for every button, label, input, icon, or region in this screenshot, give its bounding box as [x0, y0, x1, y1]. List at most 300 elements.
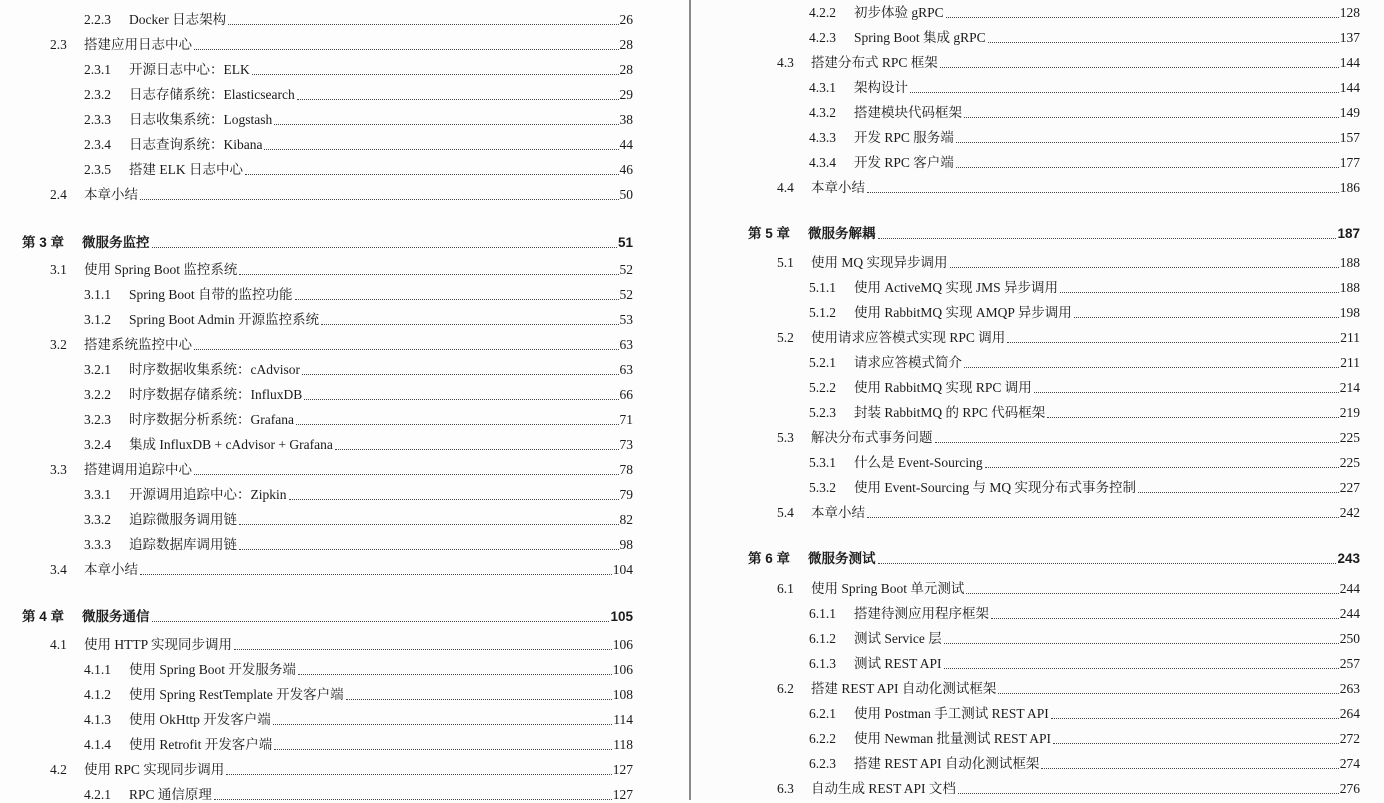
dot-leader — [1138, 491, 1339, 493]
toc-entry-page-number: 225 — [1339, 455, 1360, 470]
dot-leader — [946, 16, 1339, 18]
toc-entry-page-number: 118 — [613, 737, 633, 752]
toc-entry-page-number: 137 — [1339, 30, 1360, 45]
toc-entry-number: 5.3.1 — [809, 455, 836, 470]
dot-leader — [239, 523, 619, 525]
toc-entry-page-number: 243 — [1337, 551, 1360, 566]
toc-entry-page-number: 44 — [619, 137, 633, 152]
toc-entry-number: 3.3.1 — [84, 487, 111, 502]
toc-entry-title: 本章小结 — [811, 505, 865, 520]
toc-entry-number: 2.3 — [50, 37, 67, 52]
toc-entry-subsection — [809, 299, 1360, 321]
toc-entry-title: 使用 Spring RestTemplate 开发客户端 — [129, 687, 344, 702]
toc-entry-page-number: 53 — [619, 312, 633, 327]
dot-leader — [252, 73, 619, 75]
toc-entry-page-number: 26 — [619, 12, 633, 27]
toc-entry-page-number: 82 — [619, 512, 633, 527]
dot-leader — [1007, 341, 1339, 343]
toc-entry-title: 开发 RPC 服务端 — [854, 130, 954, 145]
toc-entry-title: 使用 RabbitMQ 实现 RPC 调用 — [854, 380, 1032, 395]
toc-entry-subsection — [809, 474, 1360, 496]
dot-leader — [998, 692, 1338, 694]
toc-entry-number: 3.2 — [50, 337, 67, 352]
toc-entry-page-number: 188 — [1339, 280, 1360, 295]
toc-entry-subsection — [809, 399, 1360, 421]
toc-entry-page-number: 219 — [1339, 405, 1360, 420]
toc-entry-title: RPC 通信原理 — [129, 787, 212, 802]
toc-entry-title: 封装 RabbitMQ 的 RPC 代码框架 — [854, 405, 1046, 420]
toc-entry-title: 解决分布式事务问题 — [811, 430, 933, 445]
toc-entry-number: 2.3.4 — [84, 137, 111, 152]
toc-entry-number: 6.1.2 — [809, 631, 836, 646]
toc-entry-page-number: 225 — [1339, 430, 1360, 445]
toc-entry-number: 第 6 章 — [748, 551, 791, 566]
toc-entry-subsection — [809, 349, 1360, 371]
toc-entry-page-number: 186 — [1339, 180, 1360, 195]
toc-entry-section — [50, 556, 633, 578]
dot-leader — [1051, 717, 1339, 719]
toc-entry-page-number: 128 — [1339, 5, 1360, 20]
dot-leader — [1074, 316, 1339, 318]
toc-entry-subsection — [84, 656, 633, 678]
dot-leader — [940, 66, 1339, 68]
dot-leader — [1053, 742, 1339, 744]
toc-page-right — [691, 0, 1384, 800]
dot-leader — [958, 792, 1339, 794]
toc-entry-subsection — [809, 374, 1360, 396]
toc-entry-number: 3.4 — [50, 562, 67, 577]
toc-entry-number: 5.2 — [777, 330, 794, 345]
toc-entry-section — [777, 424, 1360, 446]
toc-entry-title: 微服务解耦 — [808, 226, 876, 241]
toc-entry-title: 微服务通信 — [82, 609, 150, 624]
toc-entry-number: 3.1.1 — [84, 287, 111, 302]
toc-entry-number: 5.1.1 — [809, 280, 836, 295]
toc-entry-subsection — [809, 149, 1360, 171]
dot-leader — [956, 166, 1339, 168]
toc-entry-number: 2.4 — [50, 187, 67, 202]
toc-entry-title: 搭建 ELK 日志中心 — [129, 162, 243, 177]
toc-entry-number: 5.1.2 — [809, 305, 836, 320]
toc-entry-page-number: 157 — [1339, 130, 1360, 145]
toc-entry-number: 4.2.3 — [809, 30, 836, 45]
dot-leader — [152, 246, 617, 248]
toc-entry-page-number: 52 — [619, 262, 633, 277]
toc-entry-number: 6.2 — [777, 681, 794, 696]
toc-entry-page-number: 28 — [619, 37, 633, 52]
toc-entry-subsection — [84, 281, 633, 303]
toc-entry-subsection — [84, 431, 633, 453]
toc-entry-page-number: 144 — [1339, 80, 1360, 95]
toc-entry-title: 请求应答模式简介 — [854, 355, 962, 370]
toc-entry-title: 时序数据存储系统：InfluxDB — [129, 387, 303, 402]
toc-entry-page-number: 79 — [619, 487, 633, 502]
toc-entry-title: 开源调用追踪中心：Zipkin — [129, 487, 287, 502]
dot-leader — [1047, 416, 1338, 418]
toc-entry-title: Spring Boot 自带的监控功能 — [129, 287, 293, 302]
toc-entry-number: 5.4 — [777, 505, 794, 520]
dot-leader — [935, 441, 1339, 443]
dot-leader — [867, 191, 1339, 193]
toc-entry-number: 3.2.1 — [84, 362, 111, 377]
toc-entry-page-number: 263 — [1339, 681, 1360, 696]
toc-entry-page-number: 114 — [613, 712, 633, 727]
toc-entry-page-number: 214 — [1339, 380, 1360, 395]
toc-entry-section — [777, 174, 1360, 196]
toc-entry-number: 2.3.2 — [84, 87, 111, 102]
toc-entry-page-number: 276 — [1339, 781, 1360, 796]
dot-leader — [964, 116, 1339, 118]
toc-entry-page-number: 257 — [1339, 656, 1360, 671]
toc-entry-number: 6.2.1 — [809, 706, 836, 721]
toc-entry-page-number: 188 — [1339, 255, 1360, 270]
toc-entry-page-number: 46 — [619, 162, 633, 177]
dot-leader — [296, 423, 619, 425]
dot-leader — [140, 573, 612, 575]
dot-leader — [988, 41, 1339, 43]
toc-entry-subsection — [84, 681, 633, 703]
toc-entry-page-number: 144 — [1339, 55, 1360, 70]
toc-entry-title: 使用 RPC 实现同步调用 — [84, 762, 225, 777]
toc-entry-section — [777, 499, 1360, 521]
toc-entry-number: 3.1.2 — [84, 312, 111, 327]
dot-leader — [1041, 767, 1338, 769]
dot-leader — [302, 373, 619, 375]
toc-entry-subsection — [809, 24, 1360, 46]
dot-leader — [878, 562, 1337, 564]
toc-entry-page-number: 242 — [1339, 505, 1360, 520]
toc-entry-title: 使用请求应答模式实现 RPC 调用 — [811, 330, 1006, 345]
toc-entry-number: 3.3.2 — [84, 512, 111, 527]
dot-leader — [274, 123, 618, 125]
dot-leader — [346, 698, 612, 700]
toc-entry-number: 3.1 — [50, 262, 67, 277]
dot-leader — [245, 173, 619, 175]
toc-entry-number: 4.1 — [50, 637, 67, 652]
toc-entry-title: 日志存储系统：Elasticsearch — [129, 87, 295, 102]
toc-entry-number: 5.3 — [777, 430, 794, 445]
toc-entry-title: 架构设计 — [854, 80, 908, 95]
toc-entry-section — [777, 249, 1360, 271]
toc-entry-number: 3.3.3 — [84, 537, 111, 552]
toc-entry-title: 搭建模块代码框架 — [854, 105, 962, 120]
toc-entry-subsection — [809, 700, 1360, 722]
toc-entry-section — [777, 675, 1360, 697]
toc-entry-subsection — [809, 124, 1360, 146]
toc-entry-subsection — [809, 449, 1360, 471]
toc-entry-chapter — [22, 229, 633, 251]
toc-entry-title: 本章小结 — [811, 180, 865, 195]
toc-entry-number: 6.1 — [777, 581, 794, 596]
toc-entry-title: Spring Boot 集成 gRPC — [854, 30, 986, 45]
toc-entry-subsection — [84, 406, 633, 428]
dot-leader — [226, 773, 611, 775]
toc-entry-title: 搭建 REST API 自动化测试框架 — [811, 681, 997, 696]
dot-leader — [878, 237, 1337, 239]
toc-entry-number: 6.1.3 — [809, 656, 836, 671]
toc-entry-subsection — [809, 750, 1360, 772]
toc-entry-subsection — [809, 0, 1360, 21]
toc-entry-subsection — [809, 650, 1360, 672]
toc-entry-title: 使用 ActiveMQ 实现 JMS 异步调用 — [854, 280, 1059, 295]
toc-entry-page-number: 106 — [612, 662, 633, 677]
toc-entry-chapter — [748, 545, 1360, 567]
toc-entry-number: 5.2.2 — [809, 380, 836, 395]
toc-entry-page-number: 250 — [1339, 631, 1360, 646]
toc-entry-title: 追踪数据库调用链 — [129, 537, 237, 552]
toc-entry-number: 6.2.2 — [809, 731, 836, 746]
toc-entry-page-number: 244 — [1339, 581, 1360, 596]
dot-leader — [298, 673, 612, 675]
dot-leader — [910, 91, 1339, 93]
toc-entry-page-number: 106 — [612, 637, 633, 652]
toc-entry-title: 时序数据收集系统：cAdvisor — [129, 362, 300, 377]
dot-leader — [152, 620, 610, 622]
toc-entry-title: 使用 Retrofit 开发客户端 — [129, 737, 273, 752]
dot-leader — [264, 148, 618, 150]
dot-leader — [140, 198, 619, 200]
toc-entry-number: 6.2.3 — [809, 756, 836, 771]
toc-entry-number: 5.3.2 — [809, 480, 836, 495]
toc-entry-title: Spring Boot Admin 开源监控系统 — [129, 312, 320, 327]
toc-entry-page-number: 66 — [619, 387, 633, 402]
toc-entry-section — [50, 756, 633, 778]
toc-entry-page-number: 108 — [612, 687, 633, 702]
toc-entry-title: 时序数据分析系统：Grafana — [129, 412, 294, 427]
toc-entry-section — [777, 49, 1360, 71]
toc-entry-subsection — [84, 506, 633, 528]
toc-entry-section — [50, 331, 633, 353]
toc-entry-number: 6.3 — [777, 781, 794, 796]
toc-entry-number: 4.4 — [777, 180, 794, 195]
dot-leader — [1060, 291, 1339, 293]
toc-entry-title: 微服务测试 — [808, 551, 876, 566]
toc-entry-subsection — [809, 725, 1360, 747]
toc-entry-title: 使用 Event-Sourcing 与 MQ 实现分布式事务控制 — [854, 480, 1136, 495]
dot-leader — [985, 466, 1339, 468]
toc-entry-section — [777, 775, 1360, 797]
dot-leader — [867, 516, 1339, 518]
toc-entry-title: 搭建 REST API 自动化测试框架 — [854, 756, 1040, 771]
toc-entry-subsection — [84, 306, 633, 328]
toc-entry-title: 使用 HTTP 实现同步调用 — [84, 637, 232, 652]
toc-entry-page-number: 78 — [619, 462, 633, 477]
dot-leader — [297, 98, 619, 100]
toc-entry-page-number: 127 — [612, 762, 633, 777]
toc-entry-number: 4.1.2 — [84, 687, 111, 702]
dot-leader — [194, 473, 619, 475]
toc-entry-page-number: 227 — [1339, 480, 1360, 495]
dot-leader — [335, 448, 619, 450]
toc-entry-number: 2.2.3 — [84, 12, 111, 27]
toc-entry-title: 使用 OkHttp 开发客户端 — [129, 712, 271, 727]
dot-leader — [194, 348, 619, 350]
toc-entry-section — [50, 181, 633, 203]
toc-entry-section — [777, 324, 1360, 346]
toc-entry-title: 使用 Spring Boot 监控系统 — [84, 262, 238, 277]
toc-entry-title: 什么是 Event-Sourcing — [854, 455, 983, 470]
toc-entry-page-number: 28 — [619, 62, 633, 77]
toc-entry-title: 使用 Newman 批量测试 REST API — [854, 731, 1052, 746]
toc-entry-title: 追踪微服务调用链 — [129, 512, 237, 527]
toc-entry-page-number: 211 — [1340, 330, 1360, 345]
toc-entry-page-number: 211 — [1340, 355, 1360, 370]
toc-entry-title: 测试 REST API — [854, 656, 942, 671]
toc-entry-page-number: 244 — [1339, 606, 1360, 621]
toc-entry-subsection — [809, 99, 1360, 121]
toc-entry-subsection — [84, 356, 633, 378]
toc-entry-number: 3.2.4 — [84, 437, 111, 452]
toc-entry-title: 搭建系统监控中心 — [84, 337, 192, 352]
toc-entry-title: 测试 Service 层 — [854, 631, 942, 646]
toc-entry-subsection — [84, 131, 633, 153]
toc-entry-title: 使用 RabbitMQ 实现 AMQP 异步调用 — [854, 305, 1072, 320]
toc-entry-subsection — [84, 106, 633, 128]
toc-entry-title: 搭建调用追踪中心 — [84, 462, 192, 477]
toc-entry-title: 集成 InfluxDB + cAdvisor + Grafana — [129, 437, 333, 452]
toc-entry-section — [50, 256, 633, 278]
toc-entry-number: 4.2.1 — [84, 787, 111, 802]
toc-entry-subsection — [809, 600, 1360, 622]
toc-entry-title: 日志收集系统：Logstash — [129, 112, 273, 127]
toc-entry-subsection — [84, 731, 633, 753]
toc-entry-title: 使用 Spring Boot 开发服务端 — [129, 662, 296, 677]
toc-entry-title: 搭建应用日志中心 — [84, 37, 192, 52]
toc-entry-section — [50, 456, 633, 478]
toc-entry-subsection — [809, 625, 1360, 647]
toc-entry-subsection — [84, 381, 633, 403]
toc-entry-number: 4.1.4 — [84, 737, 111, 752]
toc-entry-number: 4.3.4 — [809, 155, 836, 170]
toc-entry-page-number: 127 — [612, 787, 633, 802]
toc-entry-page-number: 51 — [617, 235, 633, 250]
toc-entry-page-number: 71 — [619, 412, 633, 427]
dot-leader — [274, 748, 612, 750]
toc-entry-title: 本章小结 — [84, 562, 138, 577]
toc-entry-number: 2.3.3 — [84, 112, 111, 127]
dot-leader — [234, 648, 612, 650]
toc-entry-subsection — [84, 156, 633, 178]
toc-entry-subsection — [84, 531, 633, 553]
toc-entry-number: 6.1.1 — [809, 606, 836, 621]
dot-leader — [295, 298, 619, 300]
toc-entry-subsection — [84, 81, 633, 103]
toc-entry-page-number: 274 — [1339, 756, 1360, 771]
toc-entry-number: 4.2 — [50, 762, 67, 777]
toc-entry-section — [777, 575, 1360, 597]
toc-entry-page-number: 63 — [619, 362, 633, 377]
toc-entry-page-number: 50 — [619, 187, 633, 202]
toc-entry-number: 3.2.3 — [84, 412, 111, 427]
dot-leader — [273, 723, 613, 725]
dot-leader — [239, 273, 618, 275]
toc-entry-subsection — [84, 6, 633, 28]
dot-leader — [321, 323, 618, 325]
toc-entry-title: 开发 RPC 客户端 — [854, 155, 954, 170]
toc-entry-page-number: 105 — [610, 609, 633, 624]
dot-leader — [966, 592, 1338, 594]
toc-entry-number: 3.3 — [50, 462, 67, 477]
toc-entry-page-number: 187 — [1337, 226, 1360, 241]
toc-entry-page-number: 149 — [1339, 105, 1360, 120]
toc-entry-number: 4.1.3 — [84, 712, 111, 727]
dot-leader — [956, 141, 1339, 143]
toc-entry-number: 4.3.1 — [809, 80, 836, 95]
toc-entry-title: 初步体验 gRPC — [854, 5, 944, 20]
toc-entry-subsection — [84, 706, 633, 728]
dot-leader — [944, 642, 1339, 644]
toc-entry-page-number: 104 — [612, 562, 633, 577]
toc-entry-number: 2.3.1 — [84, 62, 111, 77]
toc-entry-page-number: 38 — [619, 112, 633, 127]
toc-entry-number: 2.3.5 — [84, 162, 111, 177]
toc-entry-number: 5.2.3 — [809, 405, 836, 420]
toc-entry-subsection — [84, 56, 633, 78]
dot-leader — [1034, 391, 1339, 393]
toc-entry-title: 使用 Postman 手工测试 REST API — [854, 706, 1049, 721]
toc-entry-number: 4.2.2 — [809, 5, 836, 20]
dot-leader — [304, 398, 618, 400]
toc-entry-number: 4.1.1 — [84, 662, 111, 677]
toc-entry-subsection — [809, 274, 1360, 296]
toc-entry-page-number: 73 — [619, 437, 633, 452]
toc-entry-number: 第 5 章 — [748, 226, 791, 241]
toc-entry-number: 3.2.2 — [84, 387, 111, 402]
toc-entry-number: 4.3 — [777, 55, 794, 70]
toc-entry-number: 4.3.3 — [809, 130, 836, 145]
toc-entry-section — [50, 31, 633, 53]
dot-leader — [944, 667, 1339, 669]
toc-entry-subsection — [84, 481, 633, 503]
dot-leader — [239, 548, 619, 550]
toc-entry-page-number: 63 — [619, 337, 633, 352]
toc-entry-subsection — [809, 74, 1360, 96]
toc-entry-page-number: 272 — [1339, 731, 1360, 746]
dot-leader — [964, 366, 1339, 368]
toc-entry-title: 自动生成 REST API 文档 — [811, 781, 956, 796]
toc-entry-title: 搭建分布式 RPC 框架 — [811, 55, 938, 70]
dot-leader — [991, 617, 1339, 619]
dot-leader — [950, 266, 1339, 268]
toc-entry-number: 4.3.2 — [809, 105, 836, 120]
toc-entry-title: 开源日志中心：ELK — [129, 62, 250, 77]
toc-page-left — [0, 0, 689, 800]
toc-entry-title: Docker 日志架构 — [129, 12, 227, 27]
toc-entry-chapter — [748, 220, 1360, 242]
dot-leader — [228, 23, 618, 25]
toc-entry-number: 第 4 章 — [22, 609, 65, 624]
toc-entry-title: 使用 MQ 实现异步调用 — [811, 255, 948, 270]
toc-entry-title: 日志查询系统：Kibana — [129, 137, 263, 152]
toc-entry-page-number: 29 — [619, 87, 633, 102]
toc-entry-title: 本章小结 — [84, 187, 138, 202]
toc-entry-title: 使用 Spring Boot 单元测试 — [811, 581, 965, 596]
toc-entry-section — [50, 631, 633, 653]
toc-entry-number: 5.2.1 — [809, 355, 836, 370]
toc-entry-page-number: 98 — [619, 537, 633, 552]
toc-entry-page-number: 198 — [1339, 305, 1360, 320]
toc-entry-page-number: 52 — [619, 287, 633, 302]
toc-entry-chapter — [22, 603, 633, 625]
toc-entry-number: 第 3 章 — [22, 235, 65, 250]
toc-entry-page-number: 264 — [1339, 706, 1360, 721]
toc-entry-page-number: 177 — [1339, 155, 1360, 170]
toc-entry-title: 微服务监控 — [82, 235, 150, 250]
dot-leader — [194, 48, 619, 50]
toc-entry-number: 5.1 — [777, 255, 794, 270]
toc-entry-title: 搭建待测应用程序框架 — [854, 606, 989, 621]
dot-leader — [289, 498, 619, 500]
